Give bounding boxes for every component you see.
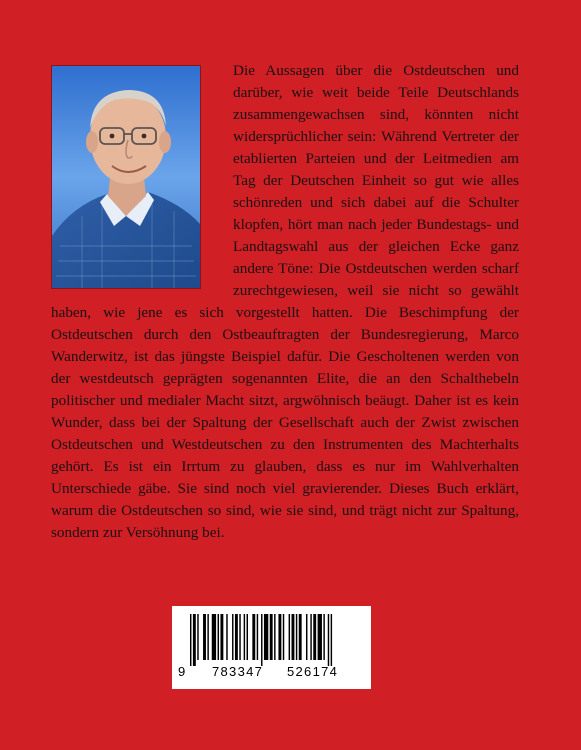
barcode-bar [313,614,316,660]
barcode-bar [328,614,329,666]
barcode-bar [296,614,297,660]
barcode-bar [310,614,311,660]
barcode-bar [257,614,258,660]
barcode-bar [270,614,273,660]
blurb-paragraph [51,60,519,544]
barcode-bar [283,614,284,660]
barcode-bars [172,606,371,666]
barcode-bar [306,614,307,660]
barcode-bar [331,614,332,666]
barcode-bar [203,614,206,660]
photo-float-spacer [51,60,233,300]
barcode-bar [323,614,324,660]
barcode-bar [318,614,322,660]
barcode-bar [197,614,198,660]
barcode-bar [247,614,248,660]
barcode-bar [244,614,245,660]
barcode-bar [212,614,216,660]
isbn-barcode [172,606,371,689]
barcode-bar [226,614,227,660]
barcode-bar [232,614,233,660]
barcode-bar [274,614,275,660]
barcode-bar [252,614,255,660]
barcode-digits-left: 783347 [212,664,264,679]
barcode-bar [235,614,238,660]
barcode-bar [292,614,295,660]
barcode-bar [264,614,268,660]
barcode-bar [207,614,208,660]
barcode-bar [239,614,240,660]
barcode-bar [289,614,290,660]
barcode-bar [218,614,219,660]
barcode-bar [220,614,223,660]
barcode-bar [278,614,281,660]
barcode-bar [299,614,302,660]
barcode-digits [172,664,371,686]
barcode-bar [190,614,191,666]
barcode-digit-first: 9 [178,664,187,679]
barcode-digits-right: 526174 [287,664,339,679]
blurb-text: Die Aussagen über die Ostdeutschen und darüber, wie weit beide Teile Deutschlands zusammengewachsen sind, könnten nicht widersprüchlicher sein: Während Vertreter der etablierten Parteien und der Leitmedien am Tag der Deutschen Einheit so gut wie alles schönreden und sich dabei auf die Schulter klopfen, hört man nach jeder Bundestags- und Landtagswahl aus der gleichen Ecke ganz andere Töne: Die Ostdeutschen werden scharf zurechtgewiesen, weil sie nicht so gewählt haben, wie jene es sich vorgestellt hatten. Die Beschimpfung der Ostdeutschen durch den Ostbeauftragten der Bundesregierung, Marco Wanderwitz, ist das jüngste Beispiel dafür. Die Gescholtenen werden von der westdeutsch geprägten sogenannten Elite, die an den Schalthebeln politischer und medialer Macht sitzt, argwöhnisch beäugt. Daher ist es kein Wunder, dass bei der Spaltung der Gesellschaft auch der Zwist zwischen Ostdeutschen und Westdeutschen zu den Instrumenten des Machterhalts gehört. Es ist ein Irrtum zu glauben, dass es nur im Wahlverhalten Unterschiede gäbe. Sie sind noch viel gravierender. Dieses Buch erklärt, warum die Ostdeutschen so sind, wie sie sind, und trägt nicht zur Spaltung, sondern zur Versöhnung bei. [51,62,519,541]
barcode-bar [261,614,262,666]
barcode-bar [193,614,196,666]
